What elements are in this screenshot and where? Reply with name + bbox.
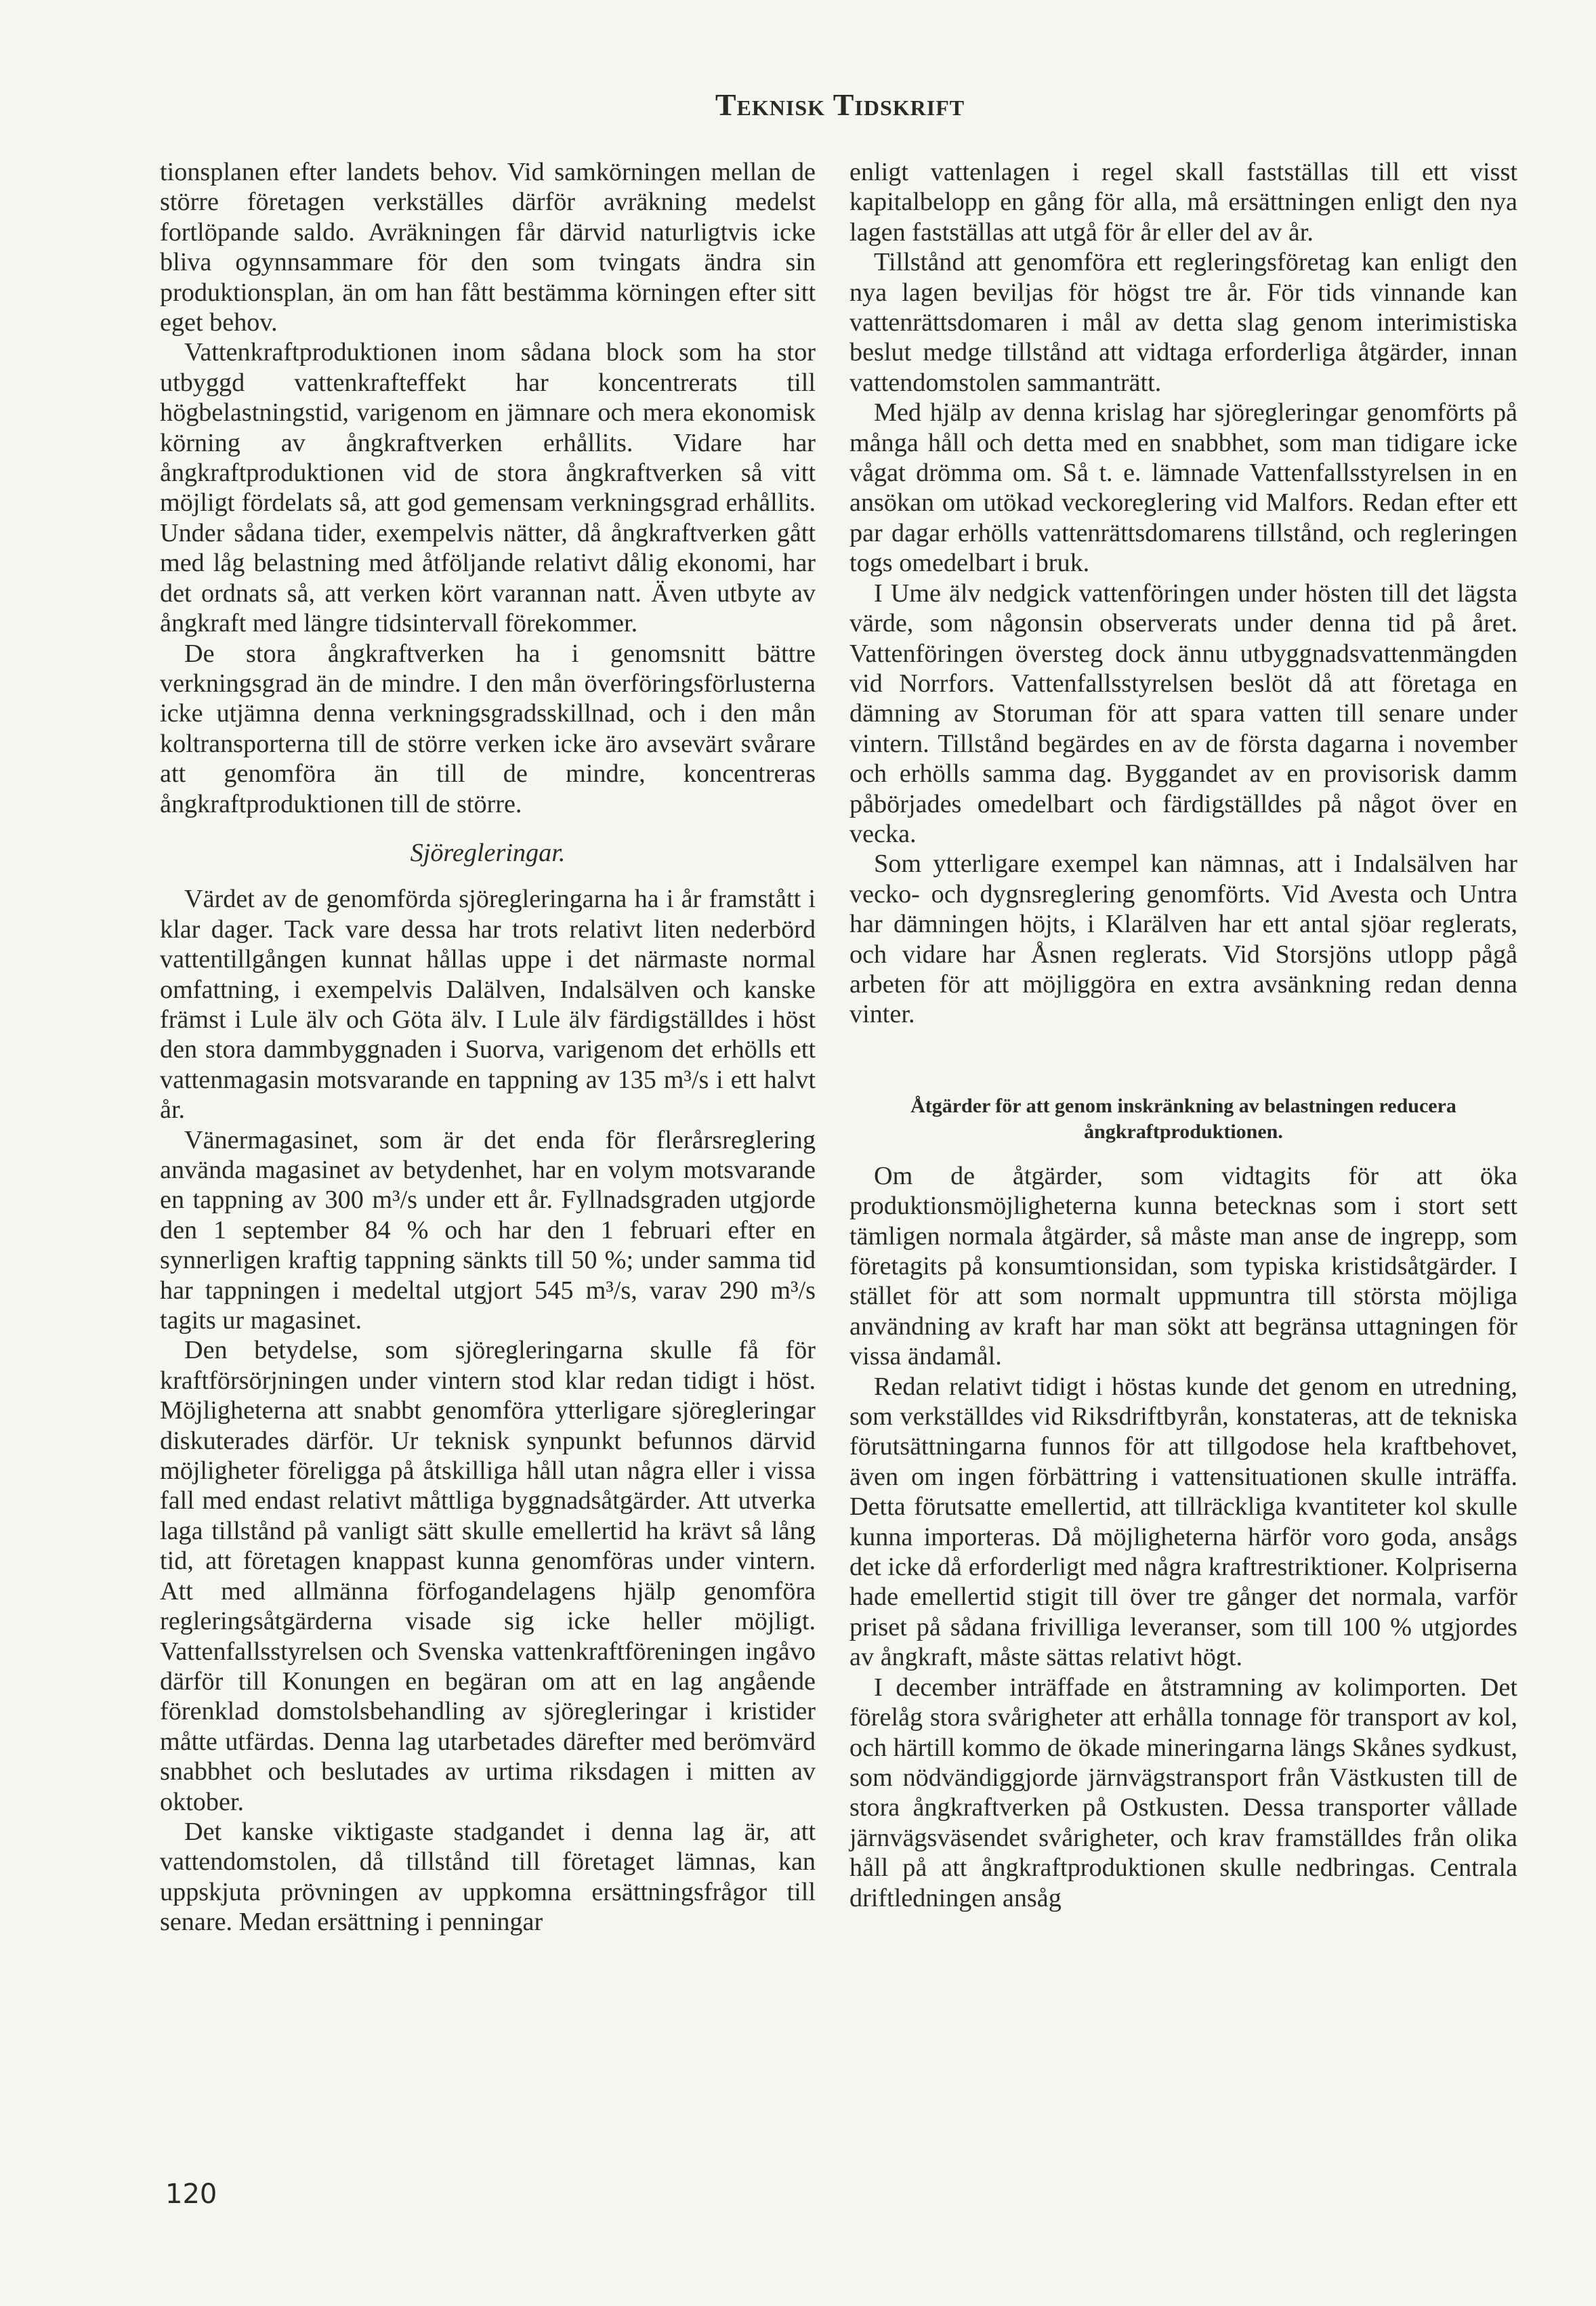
paragraph: Som ytterligare exempel kan nämnas, att i Indalsälven har vecko- och dygnsreglering genomförts. Vid Avesta och Untra har dämningen höjts, i Klarälven har ett antal sjöar reglerats, och vidare har Åsnen reglerats. Vid Storsjöns utlopp pågå arbeten för att möjliggöra en extra avsänkning redan denna vinter. — [849, 850, 1517, 1029]
paragraph: I december inträffade en åtstramning av kolimporten. Det förelåg stora svårigheter att erhålla tonnage för transport av kol, och härtill kommo de ökade mineringarna längs Skånes sydkust, som nödvändiggjorde järnvägstransport från Västkusten till de stora ångkraftverken på Ostkusten. Dessa transporter vållade järnvägsväsendet svårigheter, och krav framställdes från olika håll på att ångkraftproduktionen skulle nedbringas. Centrala driftledningen ansåg — [849, 1673, 1517, 1912]
journal-header: Teknisk Tidskrift — [715, 87, 965, 122]
paragraph: Tillstånd att genomföra ett regleringsföretag kan enligt den nya lagen beviljas för högst tre år. För tids vinnande kan vattenrättsdomaren i mål av detta slag genom interimistiska beslut medge tillstånd att vidtaga erforderliga åtgärder, innan vattendomstolen sammanträtt. — [849, 248, 1517, 397]
paragraph: Redan relativt tidigt i höstas kunde det genom en utredning, som verkställdes vid Riksdriftbyrån, konstateras, att de tekniska förutsättningarna funnos för att tillgodose hela kraftbehovet, även om ingen förbättring i vattensituationen skulle inträffa. Detta förutsatte emellertid, att tillräckliga kvantiteter kol skulle kunna importeras. Då möjligheterna härför voro goda, ansågs det icke då erforderligt med några kraftrestriktioner. Kolpriserna hade emellertid stigit till över tre gånger det normala, varför priset på sådana frivilliga leveranser, som till 100 % utgjordes av ångkraft, måste sättas relativt högt. — [849, 1372, 1517, 1672]
paragraph: Vänermagasinet, som är det enda för flerårsreglering använda magasinet av betydenhet, har en volym motsvarande en tappning av 300 m³/s under ett år. Fyllnadsgraden utgjorde den 1 september 84 % och har den 1 februari efter en synnerligen kraftig tappning sänkts till 50 %; under samma tid har tappningen i medeltal utgjort 545 m³/s, varav 290 m³/s tagits ur magasinet. — [160, 1125, 816, 1335]
left-column — [160, 157, 816, 1937]
paragraph: enligt vattenlagen i regel skall fastställas till ett visst kapitalbelopp en gång för alla, må ersättningen enligt den nya lagen fastställas att utgå för år eller del av år. — [849, 158, 1517, 247]
paragraph: tionsplanen efter landets behov. Vid samkörningen mellan de större företagen verkställes därför avräkning medelst fortlöpande saldo. Avräkningen får därvid naturligtvis icke bliva ogynnsammare för den som tvingats ändra sin produktionsplan, än om han fått bestämma körningen efter sitt eget behov. — [160, 158, 816, 337]
paragraph: Vattenkraftproduktionen inom sådana block som ha stor utbyggd vattenkrafteffekt har koncentrerats till högbelastningstid, varigenom en jämnare och mera ekonomisk körning av ångkraftverken erhållits. Vidare har ångkraftproduktionen vid de stora ångkraftverken så vitt möjligt fördelats så, att god gemensam verkningsgrad erhållits. Under sådana tider, exempelvis nätter, då ångkraftverken gått med låg belastning med åtföljande relativt dålig ekonomi, har det ordnats så, att verken kört varannan natt. Även utbyte av ångkraft med längre tidsintervall förekommer. — [160, 338, 816, 638]
paragraph: Det kanske viktigaste stadgandet i denna lag är, att vattendomstolen, då tillstånd till företaget lämnas, kan uppskjuta prövningen av uppkomna ersättningsfrågor till senare. Medan ersättning i penningar — [160, 1817, 816, 1937]
section-title: Åtgärder för att genom inskränkning av belastningen reducera ångkraftproduktionen. — [910, 1094, 1456, 1143]
paragraph: Med hjälp av denna krislag har sjöregleringar genomförts på många håll och detta med en snabbhet, som man tidigare icke vågat drömma om. Så t. e. lämnade Vattenfallsstyrelsen in en ansökan om utökad veckoreglering vid Malfors. Redan efter ett par dagar erhölls vattenrättsdomarens tillstånd, och regleringen togs omedelbart i bruk. — [849, 398, 1517, 578]
subheading: Sjöregleringar. — [410, 838, 566, 867]
paragraph: Värdet av de genomförda sjöregleringarna ha i år framstått i klar dager. Tack vare dessa har trots relativt liten nederbörd vattentillgången kunnat hållas uppe i det närmaste normal omfattning, i exempelvis Dalälven, Indalsälven och kanske främst i Lule älv och Göta älv. I Lule älv färdigställdes i höst den stora dammbyggnaden i Suorva, varigenom det erhölls ett vattenmagasin motsvarande en tappning av 135 m³/s i ett halvt år. — [160, 885, 816, 1125]
right-column — [849, 157, 1517, 1913]
paragraph: Den betydelse, som sjöregleringarna skulle få för kraftförsörjningen under vintern stod klar redan tidigt i höst. Möjligheterna att snabbt genomföra ytterligare sjöregleringar diskuterades därför. Ur teknisk synpunkt befunnos därvid möjligheter föreligga på åtskilliga håll utan några eller i vissa fall med endast relativt måttliga byggnadsåtgärder. Att utverka laga tillstånd på vanligt sätt skulle emellertid ha krävt så lång tid, att företagen knappast kunna genomföras under vintern. Att med allmänna förfogandelagens hjälp genomföra regleringsåtgärderna visade sig icke heller möjligt. Vattenfallsstyrelsen och Svenska vattenkraftföreningen ingåvo därför till Konungen en begäran om att en lag angående förenklad domstolsbehandling av sjöregleringar i kristider måtte utfärdas. Denna lag utarbetades därefter med berömvärd snabbhet och beslutades av urtima riksdagen i mitten av oktober. — [160, 1336, 816, 1816]
paragraph: De stora ångkraftverken ha i genomsnitt bättre verkningsgrad än de mindre. I den mån överföringsförlusterna icke utjämna denna verkningsgradsskillnad, och i den mån koltransporterna till de större verken icke äro avsevärt svårare att genomföra än till de mindre, koncentreras ångkraftproduktionen till de större. — [160, 639, 816, 818]
page-number: 120 — [165, 2179, 217, 2210]
paragraph: I Ume älv nedgick vattenföringen under hösten till det lägsta värde, som någonsin observerats under denna tid på året. Vattenföringen översteg dock ännu utbyggnadsvattenmängden vid Norrfors. Vattenfallsstyrelsen beslöt då att företaga en dämning av Storuman för att spara vatten till senare under vintern. Tillstånd begärdes en av de första dagarna i november och erhölls samma dag. Byggandet av en provisorisk damm påbörjades omedelbart och färdigställdes på något över en vecka. — [849, 579, 1517, 848]
paragraph: Om de åtgärder, som vidtagits för att öka produktionsmöjligheterna kunna betecknas som i stort sett tämligen normala åtgärder, så måste man anse de ingrepp, som företagits på konsumtionsidan, som typiska kristidsåtgärder. I stället för att som normalt uppmuntra till största möjliga användning av kraft har man sökt att begränsa uttagningen för vissa ändamål. — [849, 1161, 1517, 1371]
